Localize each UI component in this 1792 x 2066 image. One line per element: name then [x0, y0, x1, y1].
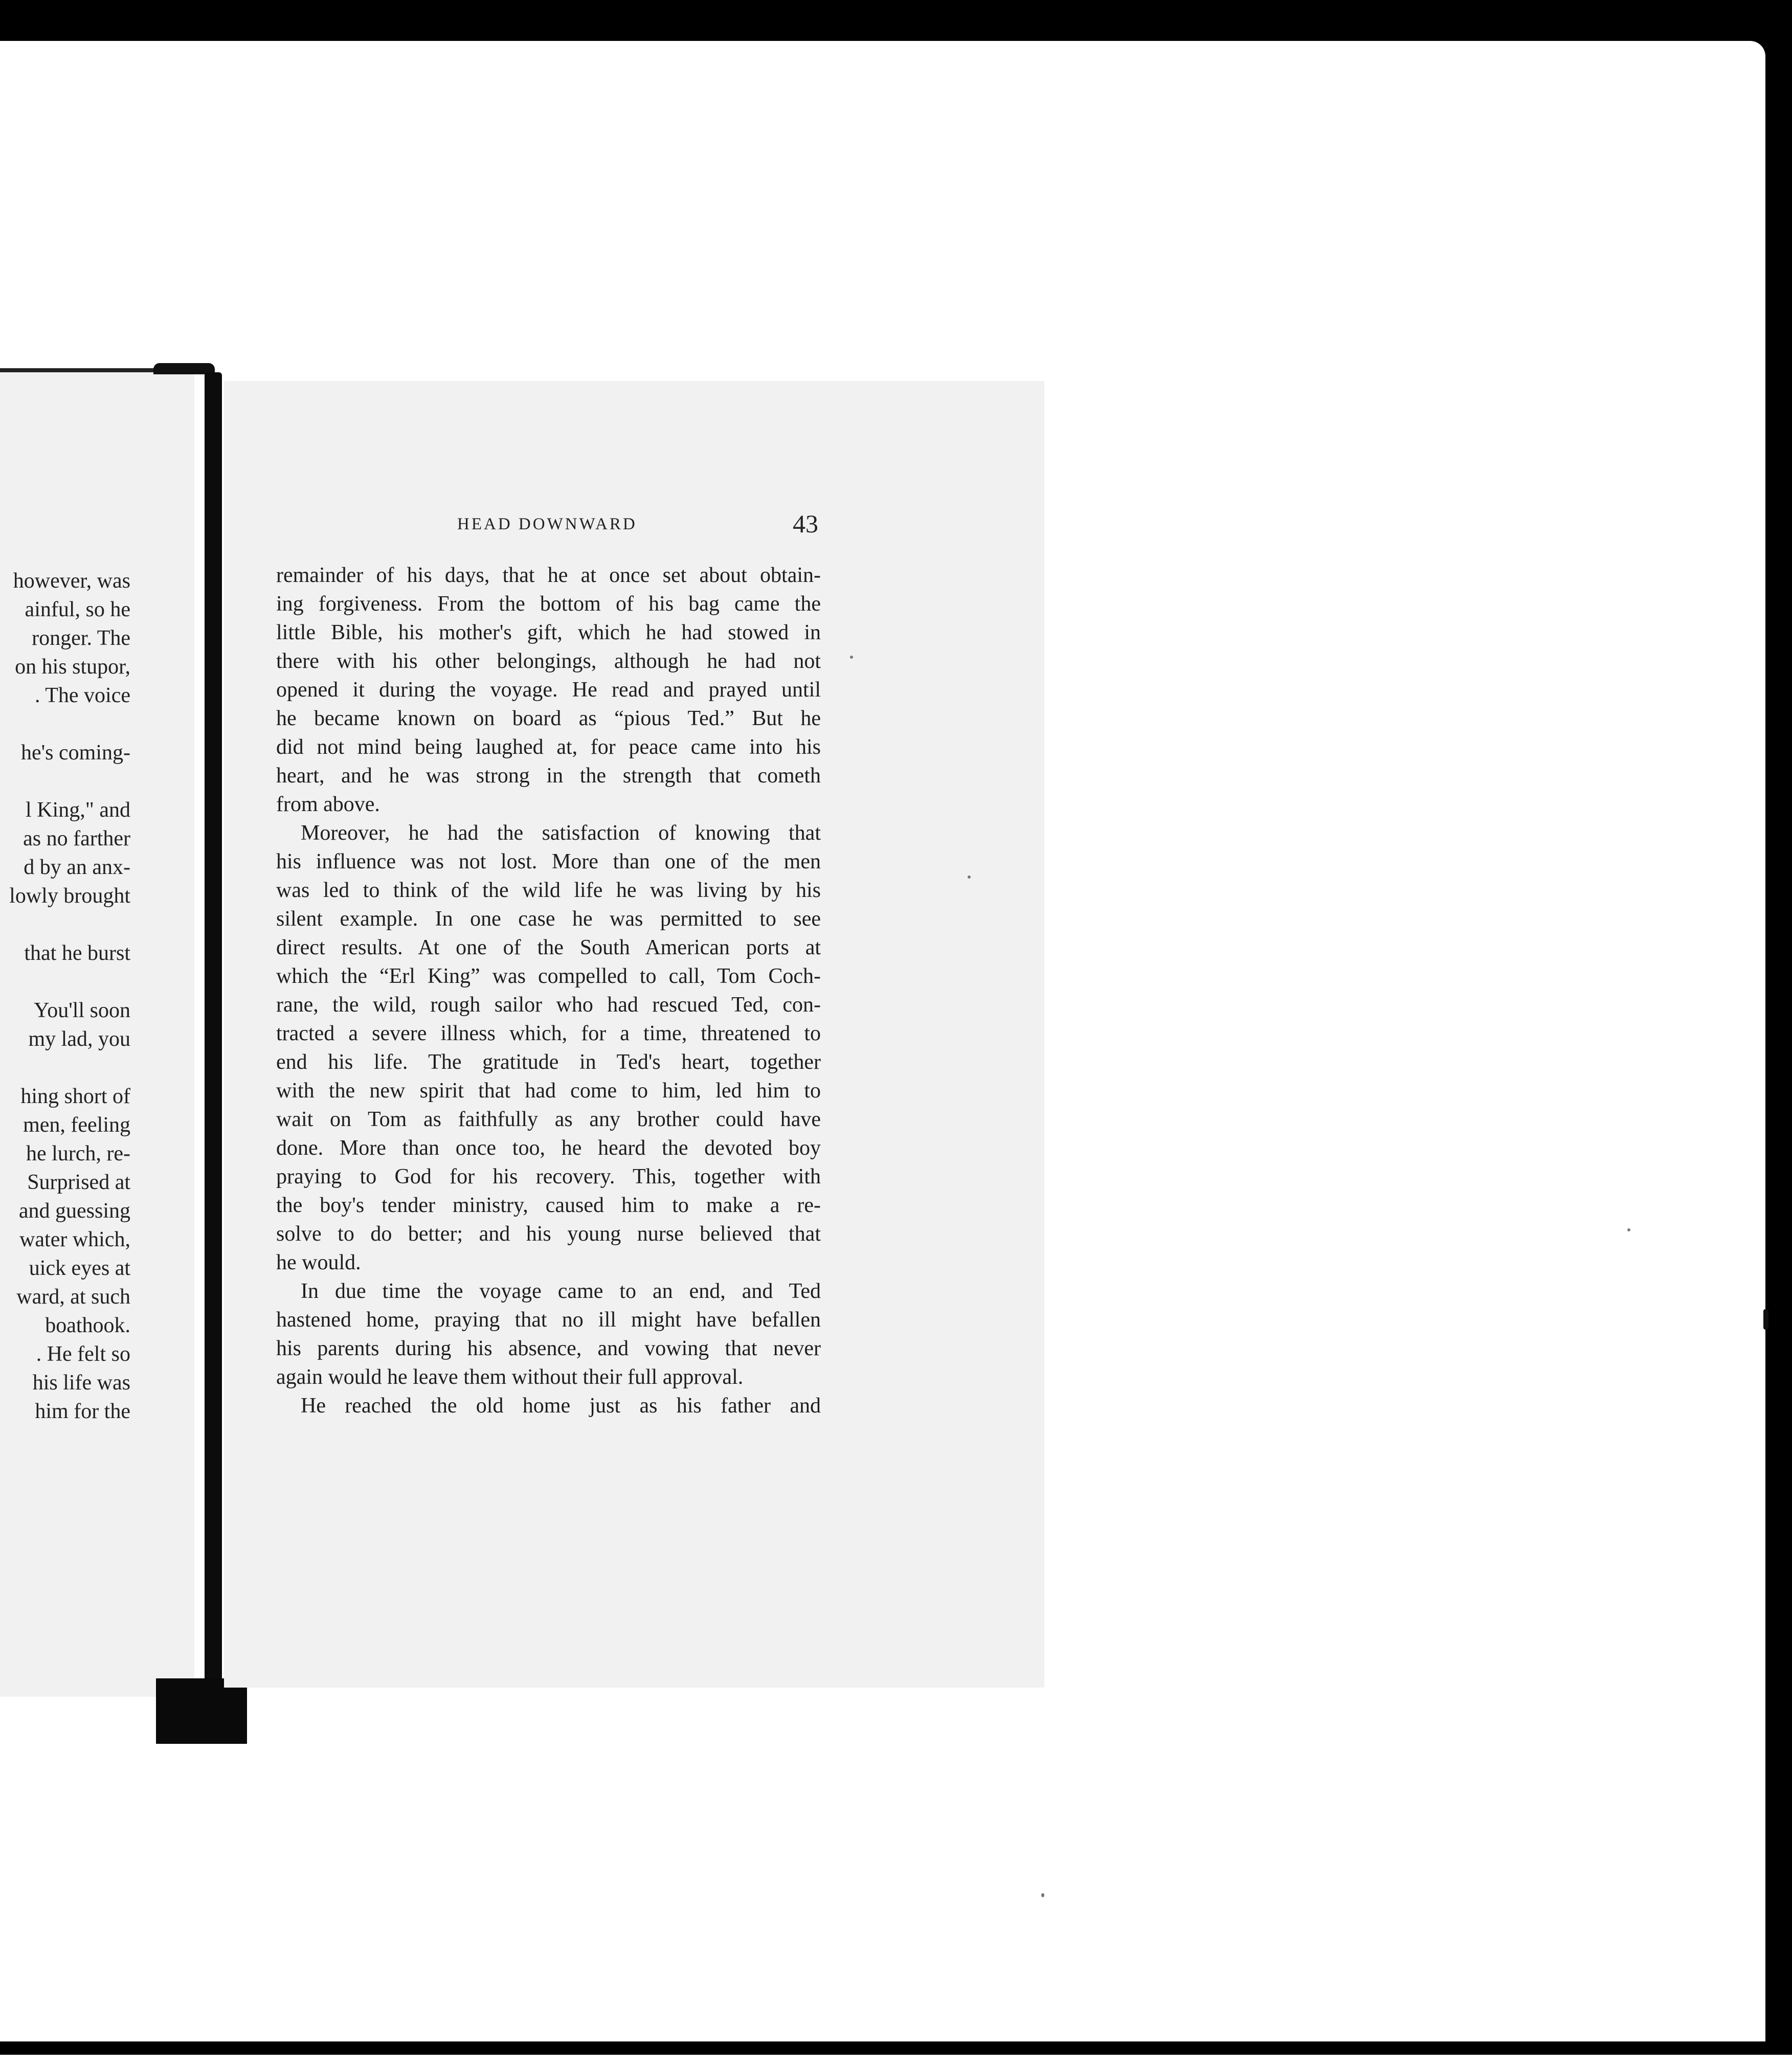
left-line — [0, 767, 130, 796]
bottom-edge — [0, 2055, 1792, 2066]
left-line: water which, — [19, 1228, 130, 1251]
left-line: l King," and — [26, 798, 130, 822]
text-line: little Bible, his mother's gift, which he had stowed in — [276, 621, 821, 644]
left-line: ainful, so he — [25, 598, 130, 621]
text-line: praying to God for his recovery. This, together with — [276, 1165, 821, 1188]
text-line: tracted a severe illness which, for a time, threatened to — [276, 1022, 821, 1045]
text-line: which the “Erl King” was compelled to call, Tom Coch- — [276, 964, 821, 988]
left-line: as no farther — [23, 827, 130, 850]
scan-speck — [1763, 1309, 1768, 1330]
page-body-text — [276, 561, 821, 1420]
left-line: lowly brought — [9, 884, 130, 908]
left-line: Surprised at — [27, 1171, 130, 1194]
scan-speck — [850, 656, 853, 659]
text-line: he became known on board as “pious Ted.” But he — [276, 707, 821, 730]
spine-base-block — [156, 1678, 247, 1744]
book-spine — [205, 372, 222, 1681]
left-line: . He felt so — [36, 1342, 130, 1366]
current-page — [224, 381, 1044, 1688]
left-line: uick eyes at — [29, 1256, 130, 1280]
left-line: d by an anx- — [24, 856, 130, 879]
text-line: did not mind being laughed at, for peace came into his — [276, 735, 821, 759]
text-line: heart, and he was strong in the strength that cometh — [276, 764, 821, 788]
text-line: solve to do better; and his young nurse believed that — [276, 1222, 821, 1246]
previous-page-fragment — [0, 368, 194, 1697]
text-line: end his life. The gratitude in Ted's heart, together — [276, 1050, 821, 1074]
running-head: HEAD DOWNWARD — [457, 515, 637, 533]
text-line: hastened home, praying that no ill might have befallen — [276, 1308, 821, 1332]
left-line: he lurch, re- — [26, 1142, 130, 1165]
text-line: he would. — [276, 1251, 361, 1274]
text-line: rane, the wild, rough sailor who had rescued Ted, con- — [276, 993, 821, 1017]
left-line: his life was — [32, 1371, 130, 1395]
text-line: from above. — [276, 793, 380, 816]
left-line: however, was — [13, 569, 130, 593]
left-line — [0, 968, 130, 996]
text-line: direct results. At one of the South American ports at — [276, 936, 821, 959]
left-line: . The voice — [35, 684, 130, 707]
text-line: there with his other belongings, although he had not — [276, 649, 821, 673]
left-line: he's coming- — [20, 741, 130, 765]
text-line: ing forgiveness. From the bottom of his bag came the — [276, 592, 821, 616]
left-line: that he burst — [24, 941, 130, 965]
text-line: with the new spirit that had come to him, led him to — [276, 1079, 821, 1103]
scan-speck — [1041, 1893, 1044, 1897]
text-line: remainder of his days, that he at once set about obtain- — [276, 564, 821, 587]
text-line: Moreover, he had the satisfaction of knowing that — [301, 821, 821, 845]
left-line: You'll soon — [34, 999, 130, 1022]
left-line: men, feeling — [23, 1113, 130, 1137]
text-line: his influence was not lost. More than one of the men — [276, 850, 821, 873]
text-line: silent example. In one case he was permitted to see — [276, 907, 821, 931]
left-line: and guessing — [18, 1199, 130, 1223]
text-line: opened it during the voyage. He read and prayed until — [276, 678, 821, 702]
scan-speck — [968, 875, 971, 879]
left-line: ronger. The — [32, 626, 130, 650]
left-line: hing short of — [20, 1085, 130, 1108]
scan-speck — [1627, 1228, 1630, 1231]
left-line: him for the — [35, 1400, 130, 1423]
text-line: He reached the old home just as his father and — [301, 1394, 821, 1418]
left-line: my lad, you — [28, 1027, 130, 1051]
left-line — [0, 910, 130, 939]
left-line: ward, at such — [16, 1285, 130, 1309]
text-line: again would he leave them without their full approval. — [276, 1365, 744, 1389]
left-line: boathook. — [45, 1314, 130, 1337]
text-line: In due time the voyage came to an end, and Ted — [301, 1279, 821, 1303]
left-line — [0, 710, 130, 738]
previous-page-text — [0, 567, 130, 1426]
text-line: was led to think of the wild life he was living by his — [276, 879, 821, 902]
left-line — [0, 1053, 130, 1082]
page-number: 43 — [793, 509, 818, 538]
text-line: the boy's tender ministry, caused him to make a re- — [276, 1194, 821, 1217]
text-line: done. More than once too, he heard the devoted boy — [276, 1136, 821, 1160]
left-line: on his stupor, — [15, 655, 130, 679]
text-line: wait on Tom as faithfully as any brother could have — [276, 1108, 821, 1131]
text-line: his parents during his absence, and vowing that never — [276, 1337, 821, 1360]
